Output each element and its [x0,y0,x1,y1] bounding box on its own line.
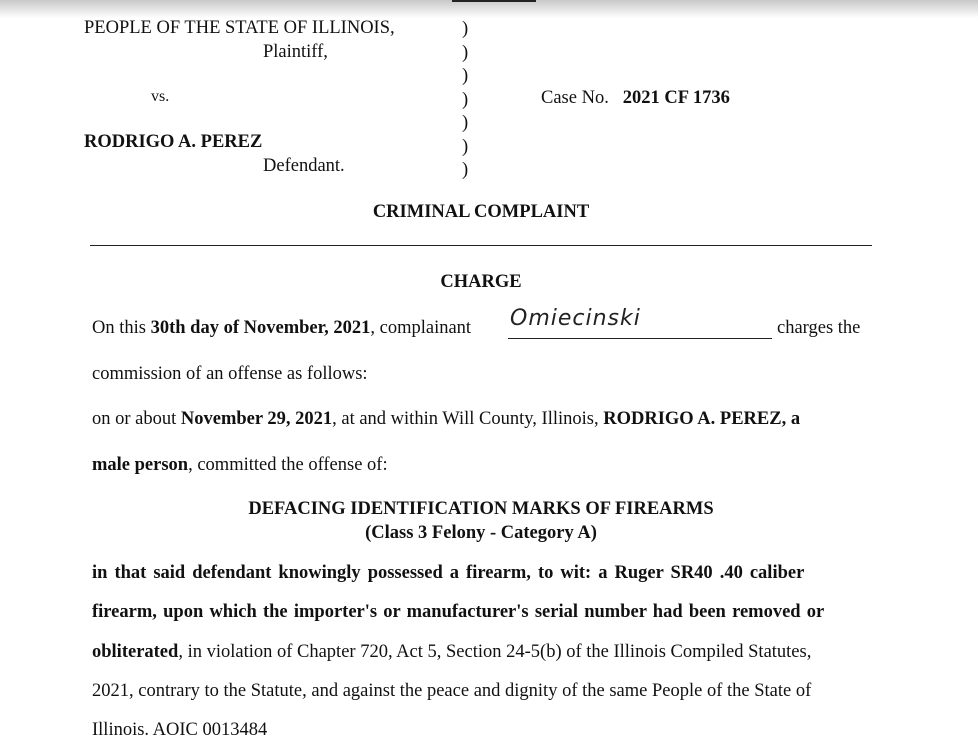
charges-the-text: charges the [777,318,861,338]
title-rule [90,245,872,246]
section-heading: CHARGE [440,272,522,292]
plaintiff-name: PEOPLE OF THE STATE OF ILLINOIS, [84,18,395,38]
paren: ) [462,42,469,63]
charge-line-2: firearm, upon which the importer's or manufacturer's serial number had been removed or [92,602,825,622]
charge-line-5: Illinois. AOIC 0013484 [92,720,268,740]
complainant-signature: Omiecinski [510,306,641,331]
body-line-1: On this 30th day of November, 2021, complainant [92,318,472,338]
paren: ) [462,19,469,39]
paren: ) [462,66,469,86]
versus-label: vs. [151,88,170,105]
case-number [541,88,730,109]
document-title: CRIMINAL COMPLAINT [372,202,590,222]
defendant-name: RODRIGO A. PEREZ [84,132,263,152]
paren: ) [462,113,469,133]
complainant-signature-line [508,306,772,339]
charge-line-1: in that said defendant knowingly possessed a firearm, to wit: a Ruger SR40 .40 caliber [92,563,805,583]
defendant-role: Defendant. [263,156,345,176]
case-number-value: 2021 CF 1736 [622,88,730,108]
offense-class: (Class 3 Felony - Category A) [365,523,597,543]
charge-line-4: 2021, contrary to the Statute, and against the peace and dignity of the same People of the State of [92,681,812,701]
body-line-4: male person, committed the offense of: [92,455,388,475]
paren: ) [462,89,469,110]
body-line-3: on or about November 29, 2021, at and within Will County, Illinois, RODRIGO A. PEREZ, a [92,409,801,429]
body-line-2: commission of an offense as follows: [92,364,368,384]
offense-title: DEFACING IDENTIFICATION MARKS OF FIREARMS [248,499,714,519]
paren: ) [462,136,469,157]
charge-line-3: obliterated, in violation of Chapter 720, Act 5, Section 24-5(b) of the Illinois Compiled Statutes, [92,642,812,662]
plaintiff-role: Plaintiff, [263,42,328,62]
paren: ) [462,160,469,180]
caption-parentheses [462,18,468,183]
case-number-label: Case No. [541,88,609,108]
page-top-mark [452,0,536,2]
scan-top-shadow [0,0,978,18]
